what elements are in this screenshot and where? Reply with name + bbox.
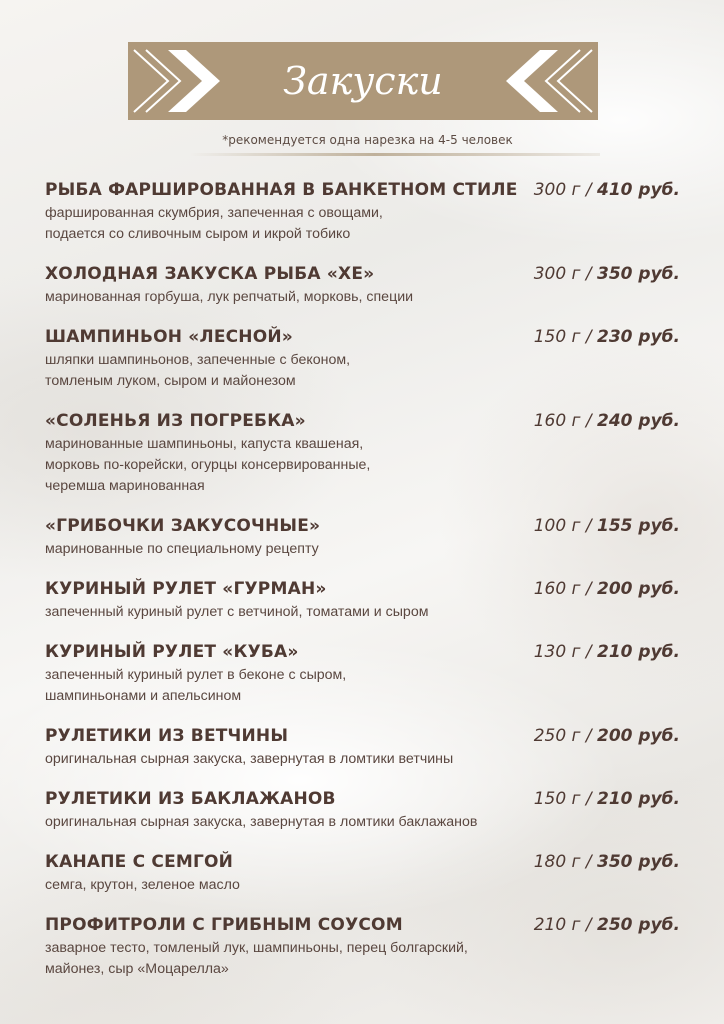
title-banner (128, 42, 598, 120)
menu-item-description: запеченный куриный рулет с ветчиной, томатами и сыром (45, 604, 429, 620)
menu-item (45, 913, 685, 980)
menu-item-cost: 410 руб. (597, 180, 680, 200)
menu-item-description: маринованная горбуша, лук репчатый, морковь, специи (45, 289, 414, 305)
menu-item-description: шампиньонами и апельсином (45, 688, 242, 704)
menu-item-name: КУРИНЫЙ РУЛЕТ «КУБА» (45, 642, 299, 662)
menu-item (45, 787, 685, 833)
menu-item (45, 514, 685, 560)
menu-item-price (534, 787, 680, 812)
menu-item (45, 262, 685, 308)
menu-item (45, 850, 685, 896)
menu-item-name: РУЛЕТИКИ ИЗ БАКЛАЖАНОВ (45, 789, 336, 809)
menu-item-weight: 150 г / (533, 789, 592, 809)
menu-item-price (534, 514, 680, 539)
menu-item-name: РУЛЕТИКИ ИЗ ВЕТЧИНЫ (45, 726, 289, 746)
menu-item-name: КУРИНЫЙ РУЛЕТ «ГУРМАН» (45, 579, 327, 599)
menu-item-price (534, 640, 680, 665)
menu-item-cost: 155 руб. (597, 516, 680, 536)
menu-item-description: оригинальная сырная закуска, завернутая в ломтики баклажанов (45, 814, 478, 830)
menu-item-description: заварное тесто, томленый лук, шампиньоны, перец болгарский, (45, 940, 468, 956)
menu-item-cost: 210 руб. (597, 642, 680, 662)
menu-item-description: морковь по-корейски, огурцы консервированные, (45, 457, 371, 473)
menu-item (45, 409, 685, 497)
menu-item-cost: 200 руб. (597, 726, 680, 746)
menu-item (45, 640, 685, 707)
menu-item-name: ШАМПИНЬОН «ЛЕСНОЙ» (45, 327, 293, 347)
menu-item-description: фаршированная скумбрия, запеченная с овощами, (45, 205, 383, 221)
menu-item-name: ПРОФИТРОЛИ С ГРИБНЫМ СОУСОМ (45, 915, 403, 935)
menu-item (45, 577, 685, 623)
menu-item-cost: 350 руб. (597, 852, 680, 872)
menu-item-description: черемша маринованная (45, 478, 205, 494)
menu-item-name: «ГРИБОЧКИ ЗАКУСОЧНЫЕ» (45, 516, 321, 536)
menu-item-description: семга, крутон, зеленое масло (45, 877, 240, 893)
menu-item-cost: 250 руб. (597, 915, 680, 935)
menu-item-weight: 160 г / (533, 579, 592, 599)
menu-item-name: РЫБА ФАРШИРОВАННАЯ В БАНКЕТНОМ СТИЛЕ (45, 180, 518, 200)
menu-item-description: маринованные по специальному рецепту (45, 541, 319, 557)
menu-item-price (534, 178, 680, 203)
divider (190, 153, 600, 156)
menu-item-price (534, 850, 680, 875)
menu-item-description: оригинальная сырная закуска, завернутая в ломтики ветчины (45, 751, 454, 767)
menu-item-description: запеченный куриный рулет в беконе с сыром, (45, 667, 347, 683)
menu-item-price (534, 409, 680, 434)
menu-item-description: майонез, сыр «Моцарелла» (45, 961, 229, 977)
menu-item-cost: 240 руб. (597, 411, 680, 431)
menu-item-name: «СОЛЕНЬЯ ИЗ ПОГРЕБКА» (45, 411, 306, 431)
menu-item-name: ХОЛОДНАЯ ЗАКУСКА РЫБА «ХЕ» (45, 264, 375, 284)
menu-item (45, 724, 685, 770)
menu-item-weight: 150 г / (533, 327, 592, 347)
menu-item-price (534, 577, 680, 602)
menu-item-cost: 200 руб. (597, 579, 680, 599)
menu-item-cost: 210 руб. (597, 789, 680, 809)
menu-item-description: маринованные шампиньоны, капуста квашеная, (45, 436, 364, 452)
menu-list (45, 178, 685, 997)
menu-item-price (534, 913, 680, 938)
menu-item-weight: 130 г / (533, 642, 592, 662)
menu-item-weight: 300 г / (533, 180, 592, 200)
menu-item-description: шляпки шампиньонов, запеченные с беконом, (45, 352, 351, 368)
serving-note: *рекомендуется одна нарезка на 4-5 человек (222, 133, 513, 147)
menu-item-weight: 250 г / (533, 726, 592, 746)
menu-item-weight: 160 г / (533, 411, 592, 431)
menu-item (45, 325, 685, 392)
section-title: Закуски (283, 59, 443, 103)
menu-item-description: подается со сливочным сыром и икрой тобико (45, 226, 351, 242)
menu-item-weight: 100 г / (533, 516, 592, 536)
menu-item-price (534, 724, 680, 749)
menu-item (45, 178, 685, 245)
menu-item-price (534, 262, 680, 287)
menu-item-price (534, 325, 680, 350)
menu-item-description: томленым луком, сыром и майонезом (45, 373, 296, 389)
menu-item-weight: 300 г / (533, 264, 592, 284)
menu-item-weight: 180 г / (533, 852, 592, 872)
menu-item-weight: 210 г / (533, 915, 592, 935)
menu-item-name: КАНАПЕ С СЕМГОЙ (45, 852, 234, 872)
menu-item-cost: 230 руб. (597, 327, 680, 347)
menu-item-cost: 350 руб. (597, 264, 680, 284)
